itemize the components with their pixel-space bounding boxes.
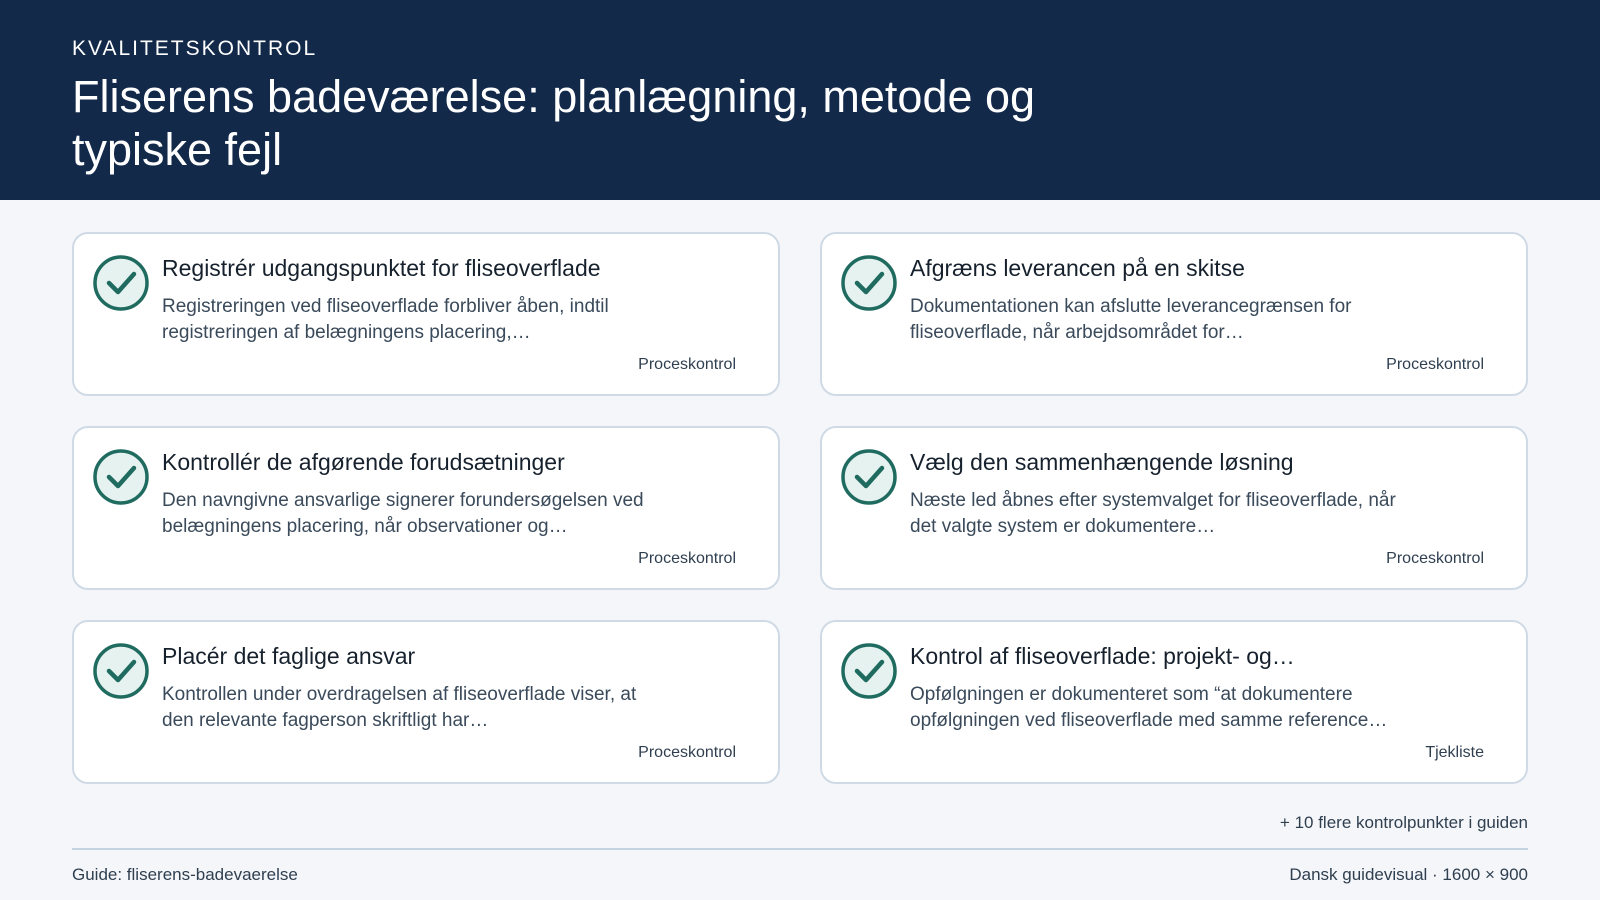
checkpoint-tag: Proceskontrol xyxy=(1386,356,1484,373)
page-header xyxy=(0,0,1600,200)
checkpoint-card[interactable] xyxy=(72,620,780,784)
checkpoint-title: Placér det faglige ansvar xyxy=(162,643,416,669)
checkpoint-title: Kontrollér de afgørende forudsætninger xyxy=(162,449,565,475)
checkpoint-title: Vælg den sammenhængende løsning xyxy=(910,449,1294,475)
checkpoint-card[interactable] xyxy=(820,620,1528,784)
checkpoint-card[interactable] xyxy=(820,232,1528,396)
checkpoint-card[interactable] xyxy=(72,426,780,590)
check-circle-icon xyxy=(92,254,150,312)
section-kicker: KVALITETSKONTROL xyxy=(72,37,318,60)
checkpoint-title: Registrér udgangspunktet for fliseoverflade xyxy=(162,255,601,281)
footer-meta: Dansk guidevisual · 1600 × 900 xyxy=(1289,865,1528,884)
checkpoint-title: Afgræns leverancen på en skitse xyxy=(910,255,1245,281)
checkpoint-description: Registreringen ved fliseoverflade forbliver åben, indtil registreringen af belægningens placering,… xyxy=(162,296,609,343)
checkpoint-grid xyxy=(72,232,1528,784)
check-circle-icon xyxy=(840,448,898,506)
checkpoint-description: Kontrollen under overdragelsen af fliseoverflade viser, at den relevante fagperson skriftligt har… xyxy=(162,684,637,731)
checkpoint-description: Næste led åbnes efter systemvalget for fliseoverflade, når det valgte system er dokumentere… xyxy=(910,490,1396,537)
checkpoint-description: Dokumentationen kan afslutte leverancegrænsen for fliseoverflade, når arbejdsområdet for… xyxy=(910,296,1352,343)
checkpoint-tag: Proceskontrol xyxy=(638,550,736,567)
footer-guide-slug: Guide: fliserens-badevaerelse xyxy=(72,865,298,884)
checkpoint-description: Den navngivne ansvarlige signerer forundersøgelsen ved belægningens placering, når observationer og… xyxy=(162,490,644,537)
check-circle-icon xyxy=(840,254,898,312)
check-circle-icon xyxy=(92,448,150,506)
checkpoint-card[interactable] xyxy=(820,426,1528,590)
page-title: Fliserens badeværelse: planlægning, metode og typiske fejl xyxy=(72,71,1036,175)
checkpoint-title: Kontrol af fliseoverflade: projekt- og… xyxy=(910,643,1295,669)
footer-divider xyxy=(72,848,1528,850)
checkpoint-tag: Proceskontrol xyxy=(638,356,736,373)
checkpoint-tag: Proceskontrol xyxy=(638,744,736,761)
checkpoint-tag: Tjekliste xyxy=(1425,744,1484,761)
check-circle-icon xyxy=(92,642,150,700)
more-checkpoints-link[interactable]: + 10 flere kontrolpunkter i guiden xyxy=(1279,813,1528,832)
checkpoint-card[interactable] xyxy=(72,232,780,396)
check-circle-icon xyxy=(840,642,898,700)
checkpoint-tag: Proceskontrol xyxy=(1386,550,1484,567)
checkpoint-description: Opfølgningen er dokumenteret som “at dokumentere opfølgningen ved fliseoverflade med samme reference… xyxy=(910,684,1388,731)
